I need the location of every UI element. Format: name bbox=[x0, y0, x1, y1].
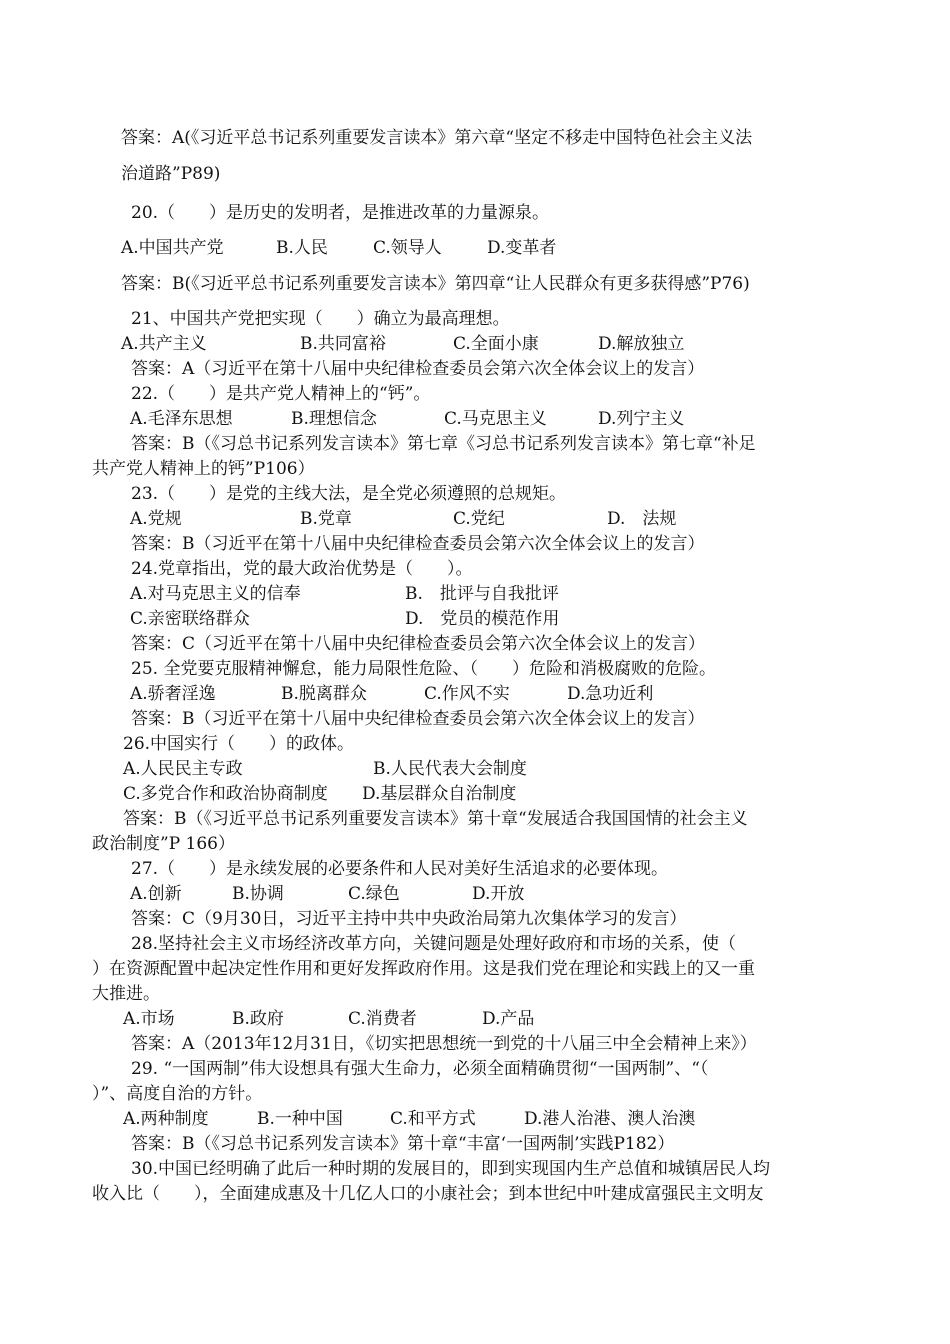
answer-26-line-2: 政治制度”P 166） bbox=[92, 834, 235, 854]
question-25: 25. 全党要克服精神懈怠，能力局限性危险、（ ）危险和消极腐败的危险。 bbox=[131, 659, 716, 679]
question-22: 22.（ ）是共产党人精神上的“钙”。 bbox=[131, 384, 431, 404]
q20-option-a: A.中国共产党 bbox=[121, 238, 224, 258]
question-28-line-2: ）在资源配置中起决定性作用和更好发挥政府作用。这是我们党在理论和实践上的又一重 bbox=[92, 959, 755, 979]
q20-option-d: D.变革者 bbox=[487, 238, 557, 258]
q27-option-c: C.绿色 bbox=[348, 884, 400, 904]
answer-20: 答案：B(《习近平总书记系列重要发言读本》第四章“让人民群众有更多获得感”P76) bbox=[121, 274, 750, 294]
answer-22-line-1: 答案：B（《习总书记系列发言读本》第七章《习总书记系列发言读本》第七章“补足 bbox=[131, 434, 756, 454]
answer-29: 答案：B（《习总书记系列发言读本》第十章“丰富‘一国两制’实践P182） bbox=[131, 1134, 675, 1154]
answer-25: 答案：B（习近平在第十八届中央纪律检查委员会第六次全体会议上的发言） bbox=[131, 709, 705, 729]
q23-option-a: A.党规 bbox=[130, 509, 182, 529]
question-21: 21、中国共产党把实现（ ）确立为最高理想。 bbox=[131, 309, 510, 329]
q28-option-c: C.消费者 bbox=[348, 1009, 417, 1029]
q21-option-b: B.共同富裕 bbox=[300, 334, 386, 354]
question-28-line-3: 大推进。 bbox=[92, 984, 160, 1004]
question-29-line-1: 29. “一国两制”伟大设想具有强大生命力，必须全面精确贯彻“一国两制”、“（ bbox=[131, 1059, 709, 1079]
question-27: 27.（ ）是永续发展的必要条件和人民对美好生活追求的必要体现。 bbox=[131, 859, 669, 879]
q24-option-a: A.对马克思主义的信奉 bbox=[130, 584, 301, 604]
q28-option-b: B.政府 bbox=[232, 1009, 284, 1029]
q26-option-d: D.基层群众自治制度 bbox=[362, 784, 517, 804]
q23-option-b: B.党章 bbox=[300, 509, 352, 529]
answer-19-line-1: 答案：A(《习近平总书记系列重要发言读本》第六章“坚定不移走中国特色社会主义法 bbox=[121, 128, 753, 148]
question-28-line-1: 28.坚持社会主义市场经济改革方向，关键问题是处理好政府和市场的关系，使（ bbox=[131, 934, 737, 954]
question-30-line-1: 30.中国已经明确了此后一种时期的发展目的，即到实现国内生产总值和城镇居民人均 bbox=[131, 1159, 771, 1179]
q23-option-d: D. 法规 bbox=[607, 509, 677, 529]
q26-option-a: A.人民民主专政 bbox=[123, 759, 243, 779]
q27-option-b: B.协调 bbox=[232, 884, 284, 904]
q29-option-b: B.一种中国 bbox=[257, 1109, 343, 1129]
q25-option-d: D.急功近利 bbox=[567, 684, 654, 704]
answer-27: 答案：C（9月30日，习近平主持中共中央政治局第九次集体学习的发言） bbox=[131, 909, 687, 929]
question-29-line-2: ）”、高度自治的方针。 bbox=[92, 1084, 263, 1104]
q27-option-a: A.创新 bbox=[130, 884, 182, 904]
q26-option-b: B.人民代表大会制度 bbox=[373, 759, 527, 779]
q21-option-d: D.解放独立 bbox=[598, 334, 685, 354]
q29-option-d: D.港人治港、澳人治澳 bbox=[524, 1109, 696, 1129]
q27-option-d: D.开放 bbox=[472, 884, 525, 904]
question-23: 23.（ ）是党的主线大法，是全党必须遵照的总规矩。 bbox=[131, 484, 567, 504]
q24-option-c: C.亲密联络群众 bbox=[130, 609, 250, 629]
answer-19-line-2: 治道路”P89) bbox=[121, 164, 221, 184]
q28-option-d: D.产品 bbox=[482, 1009, 535, 1029]
q20-option-b: B.人民 bbox=[276, 238, 328, 258]
q22-option-d: D.列宁主义 bbox=[598, 409, 685, 429]
q29-option-c: C.和平方式 bbox=[390, 1109, 476, 1129]
q21-option-c: C.全面小康 bbox=[453, 334, 539, 354]
q24-option-d: D. 党员的模范作用 bbox=[405, 609, 560, 629]
q22-option-c: C.马克思主义 bbox=[444, 409, 547, 429]
q25-option-a: A.骄奢淫逸 bbox=[130, 684, 216, 704]
q29-option-a: A.两种制度 bbox=[123, 1109, 209, 1129]
question-20: 20.（ ）是历史的发明者，是推进改革的力量源泉。 bbox=[131, 203, 550, 223]
q26-option-c: C.多党合作和政治协商制度 bbox=[123, 784, 328, 804]
answer-24: 答案：C（习近平在第十八届中央纪律检查委员会第六次全体会议上的发言） bbox=[131, 634, 706, 654]
question-24: 24.党章指出，党的最大政治优势是（ ）。 bbox=[131, 559, 473, 579]
answer-26-line-1: 答案：B（《习近平总书记系列重要发言读本》第十章“发展适合我国国情的社会主义 bbox=[123, 809, 748, 829]
answer-21: 答案：A（习近平在第十八届中央纪律检查委员会第六次全体会议上的发言） bbox=[131, 359, 705, 379]
q24-option-b: B. 批评与自我批评 bbox=[405, 584, 559, 604]
q20-option-c: C.领导人 bbox=[373, 238, 442, 258]
q28-option-a: A.市场 bbox=[123, 1009, 175, 1029]
q25-option-c: C.作风不实 bbox=[424, 684, 510, 704]
q23-option-c: C.党纪 bbox=[453, 509, 505, 529]
answer-22-line-2: 共产党人精神上的钙”P106） bbox=[92, 459, 315, 479]
q25-option-b: B.脱离群众 bbox=[281, 684, 367, 704]
q22-option-b: B.理想信念 bbox=[291, 409, 377, 429]
question-26: 26.中国实行（ ）的政体。 bbox=[123, 734, 355, 754]
answer-23: 答案：B（习近平在第十八届中央纪律检查委员会第六次全体会议上的发言） bbox=[131, 534, 705, 554]
answer-28: 答案：A（2013年12月31日，《切实把思想统一到党的十八届三中全会精神上来》） bbox=[131, 1034, 757, 1054]
question-30-line-2: 收入比（ ），全面建成惠及十几亿人口的小康社会；到本世纪中叶建成富强民主文明友 bbox=[92, 1184, 764, 1204]
q21-option-a: A.共产主义 bbox=[121, 334, 207, 354]
q22-option-a: A.毛泽东思想 bbox=[130, 409, 233, 429]
